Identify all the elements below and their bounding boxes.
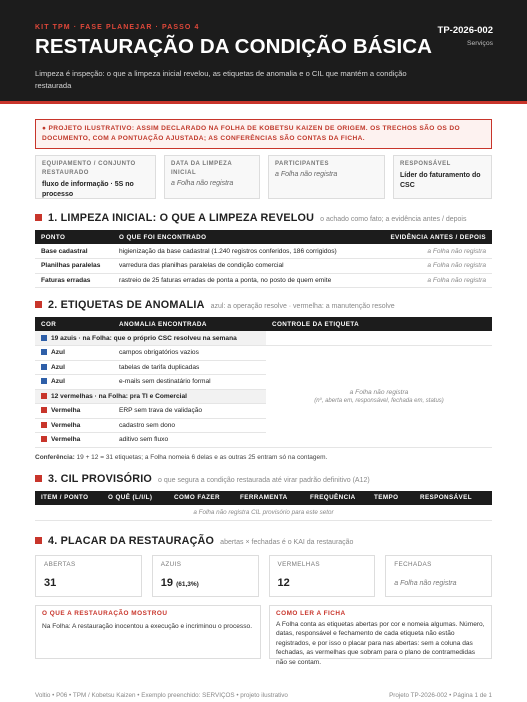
anomaly-cell: aditivo sem fluxo bbox=[113, 433, 266, 448]
meta-equipment bbox=[35, 155, 156, 199]
card-value-group bbox=[161, 577, 250, 589]
finding-cell: higienização da base cadastral (1.240 registros conferidos, 186 corrigidos) bbox=[113, 244, 371, 259]
column-header: PONTO bbox=[35, 230, 113, 244]
sector-label: Serviços bbox=[466, 40, 493, 47]
section-subtitle: azul: a operação resolve · vermelha: a manutenção resolve bbox=[210, 303, 395, 310]
section-marker bbox=[35, 475, 42, 482]
card-label: VERMELHAS bbox=[277, 561, 320, 568]
scoreboard bbox=[35, 555, 492, 597]
page-title: RESTAURAÇÃO DA CONDIÇÃO BÁSICA bbox=[35, 35, 433, 58]
color-label: Vermelha bbox=[51, 436, 81, 444]
color-cell bbox=[35, 346, 113, 361]
color-label: Vermelha bbox=[51, 421, 81, 429]
point-cell: Faturas erradas bbox=[35, 273, 113, 288]
footer-left: Voltio • P06 • TPM / Kobetsu Kaizen • Exemplo preenchido: SERVIÇOS • projeto ilustrativo bbox=[35, 692, 288, 699]
control-cell bbox=[266, 331, 492, 346]
box-label: O QUE A RESTAURAÇÃO MOSTROU bbox=[42, 610, 168, 617]
column-header: FERRAMENTA bbox=[234, 491, 304, 505]
section-subtitle: o que segura a condição restaurada até virar padrão definitivo (A12) bbox=[158, 476, 370, 484]
column-header: O QUÊ (L/I/L) bbox=[102, 491, 168, 505]
restoration-finding-box bbox=[35, 605, 261, 659]
column-header: COMO FAZER bbox=[168, 491, 234, 505]
meta-responsible bbox=[393, 155, 492, 199]
section-subtitle: o achado como fato; a evidência antes / depois bbox=[320, 216, 467, 223]
point-cell: Base cadastral bbox=[35, 244, 113, 259]
card-note: a Folha não registra bbox=[394, 580, 457, 587]
cleaning-table bbox=[35, 230, 492, 288]
evidence-cell: a Folha não registra bbox=[371, 244, 492, 259]
meta-cleaning-date bbox=[164, 155, 260, 199]
color-cell bbox=[35, 418, 113, 433]
reading-guide-box bbox=[269, 605, 492, 666]
blue-tags-card bbox=[152, 555, 259, 597]
blue-group-row bbox=[35, 331, 492, 346]
section-1-heading bbox=[35, 212, 492, 224]
box-text: Na Folha: A restauração inocentou a execução e incriminou o processo. bbox=[42, 623, 253, 630]
document-info bbox=[438, 25, 493, 47]
anomaly-cell: ERP sem trava de validação bbox=[113, 404, 266, 419]
red-tag-icon bbox=[41, 393, 47, 399]
table-row bbox=[35, 346, 492, 361]
table-row bbox=[35, 505, 492, 521]
page-subtitle: Limpeza é inspeção: o que a limpeza inicial revelou, as etiquetas de anomalia e o CIL que mantém a condição restaurada bbox=[35, 69, 407, 90]
column-header: O QUE FOI ENCONTRADO bbox=[113, 230, 371, 244]
table-row bbox=[35, 259, 492, 274]
finding-cell: rastreio de 25 faturas erradas de ponta a ponta, no posto de quem emite bbox=[113, 273, 371, 288]
meta-label: RESPONSÁVEL bbox=[400, 161, 451, 167]
group-label-cell bbox=[35, 331, 266, 346]
meta-participants bbox=[268, 155, 385, 199]
meta-value: Líder do faturamento do CSC bbox=[400, 172, 481, 189]
illustrative-notice: ● PROJETO ILUSTRATIVO: ASSIM DECLARADO NA FOLHA DE KOBETSU KAIZEN DE ORIGEM. OS TRECHOS SÃO OS DO DOCUMENTO, COM A PONTUAÇÃO AJUSTADA; AS CONFERÊNCIAS SÃO CONTAS DA FICHA. bbox=[35, 119, 492, 149]
page-footer bbox=[35, 692, 492, 699]
red-tags-card bbox=[269, 555, 376, 597]
document-id: TP-2026-002 bbox=[437, 25, 493, 36]
evidence-cell: a Folha não registra bbox=[371, 259, 492, 274]
column-header: CONTROLE DA ETIQUETA bbox=[266, 317, 492, 331]
color-label: Azul bbox=[51, 363, 65, 371]
column-header: EVIDÊNCIA ANTES / DEPOIS bbox=[371, 230, 492, 244]
control-status: a Folha não registra bbox=[349, 388, 409, 396]
color-cell bbox=[35, 404, 113, 419]
anomaly-cell: tabelas de tarifa duplicadas bbox=[113, 360, 266, 375]
page-header bbox=[0, 0, 527, 104]
section-subtitle: abertas × fechadas é o KAI da restauração bbox=[220, 539, 354, 546]
meta-value: fluxo de informação · 5S no processo bbox=[42, 181, 134, 198]
anomaly-cell: campos obrigatórios vazios bbox=[113, 346, 266, 361]
group-label: 19 azuis · na Folha: que o próprio CSC resolveu na semana bbox=[51, 334, 237, 342]
red-tag-icon bbox=[41, 436, 47, 442]
red-tag-icon bbox=[41, 422, 47, 428]
blue-tag-icon bbox=[41, 349, 47, 355]
card-value: 19 bbox=[160, 577, 173, 589]
blue-tag-icon bbox=[41, 335, 47, 341]
meta-fields bbox=[35, 155, 492, 199]
blue-tag-icon bbox=[41, 378, 47, 384]
control-cell bbox=[266, 346, 492, 448]
column-header: RESPONSÁVEL bbox=[414, 491, 492, 505]
section-title: 3. CIL PROVISÓRIO bbox=[48, 472, 152, 485]
kicker: KIT TPM · FASE PLANEJAR · PASSO 4 bbox=[35, 24, 200, 31]
blue-tag-icon bbox=[41, 364, 47, 370]
section-title: 2. ETIQUETAS DE ANOMALIA bbox=[48, 299, 205, 311]
section-marker bbox=[35, 301, 42, 308]
anomaly-cell: e-mails sem destinatário formal bbox=[113, 375, 266, 390]
group-label: 12 vermelhas · na Folha: pra TI e Comercial bbox=[51, 392, 187, 400]
red-tag-icon bbox=[41, 407, 47, 413]
anomaly-tags-table bbox=[35, 317, 492, 448]
card-value: 12 bbox=[277, 577, 290, 589]
empty-cil-cell: a Folha não registra CIL provisório para este setor bbox=[35, 505, 492, 521]
meta-label: DATA DA LIMPEZA INICIAL bbox=[171, 161, 232, 176]
box-text: A Folha conta as etiquetas abertas por cor e nomeia algumas. Número, datas, responsável e fechamento de cada etiqueta não estão registrados, e por isso o placar para nas abertas: sem a coluna das fechadas, as vermelhas que sobram para o plano de contramedidas não se contam. bbox=[276, 621, 485, 666]
color-cell bbox=[35, 360, 113, 375]
meta-value: a Folha não registra bbox=[275, 171, 338, 178]
closed-tags-card bbox=[385, 555, 492, 597]
color-cell bbox=[35, 375, 113, 390]
card-label: ABERTAS bbox=[44, 561, 76, 568]
header-accent-rule bbox=[0, 101, 527, 104]
section-marker bbox=[35, 537, 42, 544]
section-marker bbox=[35, 214, 42, 221]
check-label: Conferência: bbox=[35, 453, 75, 461]
tag-count-check bbox=[35, 454, 492, 461]
section-2-heading bbox=[35, 299, 492, 311]
cil-table bbox=[35, 491, 492, 522]
card-label: AZUIS bbox=[160, 561, 182, 568]
section-4-heading bbox=[35, 535, 492, 547]
meta-value: a Folha não registra bbox=[171, 180, 234, 187]
group-label-cell bbox=[35, 389, 266, 404]
table-header-row bbox=[35, 317, 492, 331]
section-title: 4. PLACAR DA RESTAURAÇÃO bbox=[48, 535, 215, 547]
meta-label: EQUIPAMENTO / CONJUNTO RESTAURADO bbox=[42, 161, 136, 176]
color-label: Azul bbox=[51, 378, 65, 386]
column-header: ANOMALIA ENCONTRADA bbox=[113, 317, 266, 331]
evidence-cell: a Folha não registra bbox=[371, 273, 492, 288]
column-header: COR bbox=[35, 317, 113, 331]
color-label: Vermelha bbox=[51, 407, 81, 415]
anomaly-cell: cadastro sem dono bbox=[113, 418, 266, 433]
color-cell bbox=[35, 433, 113, 448]
check-text: 19 + 12 = 31 etiquetas; a Folha nomeia 6 delas e as outras 25 entram só na contagem. bbox=[76, 453, 328, 461]
card-percent: (61,3%) bbox=[176, 581, 199, 588]
section-title: 1. LIMPEZA INICIAL: O QUE A LIMPEZA REVELOU bbox=[48, 212, 315, 224]
footer-right: Projeto TP-2026-002 • Página 1 de 1 bbox=[389, 692, 492, 699]
conclusion-boxes bbox=[35, 605, 492, 666]
point-cell: Planilhas paralelas bbox=[35, 259, 113, 274]
meta-label: PARTICIPANTES bbox=[275, 161, 329, 167]
control-fields-hint: (nº, aberta em, responsável, fechada em, status) bbox=[314, 397, 444, 404]
card-label: FECHADAS bbox=[394, 561, 432, 568]
column-header: TEMPO bbox=[368, 491, 414, 505]
finding-cell: varredura das planilhas paralelas de condição comercial bbox=[113, 259, 371, 274]
table-row bbox=[35, 273, 492, 288]
box-label: COMO LER A FICHA bbox=[276, 610, 346, 617]
table-row bbox=[35, 244, 492, 259]
table-header-row bbox=[35, 491, 492, 505]
card-value: 31 bbox=[44, 577, 57, 589]
column-header: FREQUÊNCIA bbox=[304, 491, 368, 505]
open-tags-card bbox=[35, 555, 142, 597]
section-3-heading bbox=[35, 473, 492, 485]
table-header-row bbox=[35, 230, 492, 244]
color-label: Azul bbox=[51, 349, 65, 357]
column-header: ITEM / PONTO bbox=[35, 491, 102, 505]
